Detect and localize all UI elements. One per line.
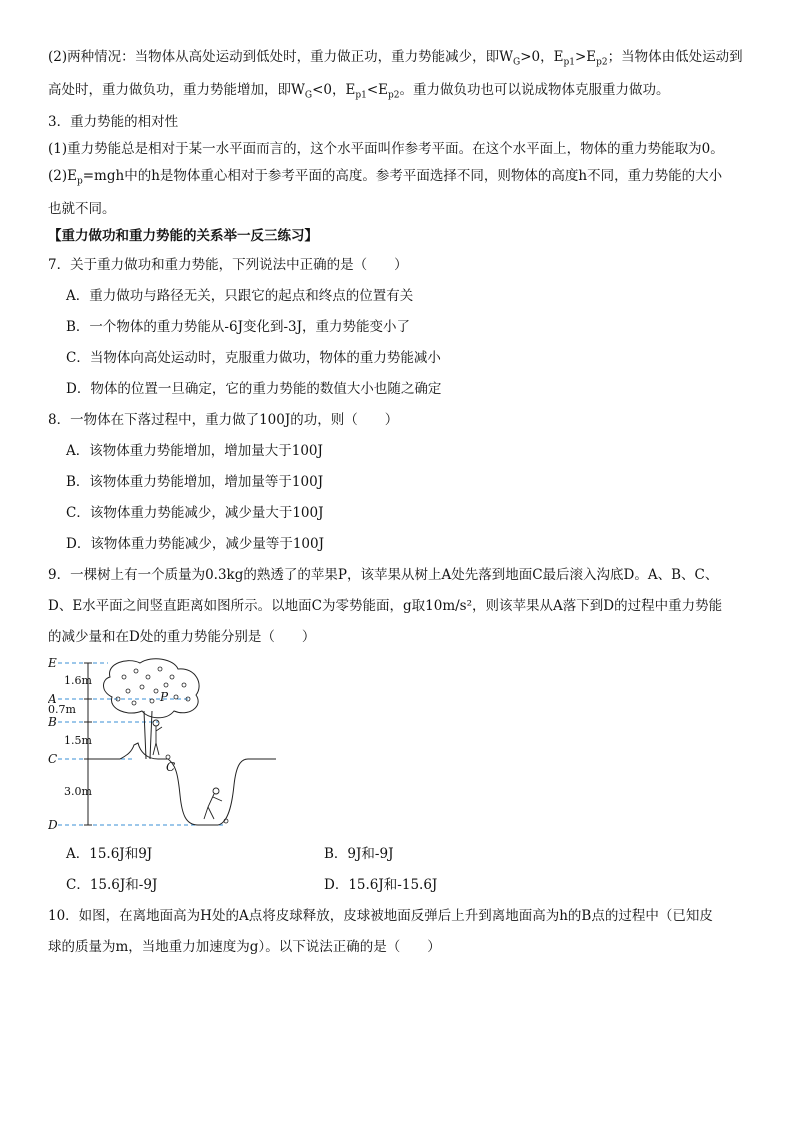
label-e: E xyxy=(48,656,57,671)
q9-options-row-2 xyxy=(48,870,748,901)
person-picking xyxy=(153,720,162,755)
tree-crown xyxy=(104,659,200,718)
q8-option-a: A．该物体重力势能增加，增加量大于100J xyxy=(66,443,323,460)
q9-option-c: C．15.6J和-9J xyxy=(66,877,158,894)
ground-profile xyxy=(92,743,276,825)
q8-option-c: C．该物体重力势能减少，减少量大于100J xyxy=(66,505,324,522)
distance-ab: 0.7m xyxy=(48,703,76,717)
apple-on-ground xyxy=(166,755,170,759)
label-a: A xyxy=(48,692,57,707)
q7-option-d: D．物体的位置一旦确定，它的重力势能的数值大小也随之确定 xyxy=(66,381,442,398)
document-page xyxy=(48,44,748,963)
section-3-title: 3．重力势能的相对性 xyxy=(48,114,179,131)
q10-stem-1: 10．如图，在离地面高为H处的A点将皮球释放，皮球被地面反弹后上升到离地面高为h的B点的过程中（已知皮 xyxy=(48,908,713,925)
q9-options-row-1 xyxy=(48,839,748,870)
q9-option-a: A．15.6J和9J xyxy=(66,846,153,863)
section-3-item-2-cont: 也就不同。 xyxy=(48,201,116,218)
q9-stem-1: 9．一棵树上有一个质量为0.3kg的熟透了的苹果P，该苹果从树上A处先落到地面C最后滚入沟底D。A、B、C、 xyxy=(48,567,719,584)
q7-option-c: C．当物体向高处运动时，克服重力做功，物体的重力势能减小 xyxy=(66,350,441,367)
apple-tree-diagram xyxy=(48,655,278,835)
q7-stem: 7．关于重力做功和重力势能，下列说法中正确的是（ ） xyxy=(48,257,408,274)
q7-option-a: A．重力做功与路径无关，只跟它的起点和终点的位置有关 xyxy=(66,288,414,305)
person-in-ditch xyxy=(204,788,222,819)
label-b: B xyxy=(48,715,57,730)
q9-option-b: B．9J和-9J xyxy=(324,846,394,863)
q9-option-d: D．15.6J和-15.6J xyxy=(324,877,438,894)
section-3-item-2: $(2)E_p=mgh$中的h是物体重心相对于参考平面的高度。参考平面选择不同，则物体的高度h不同，重力势能的大小 xyxy=(48,168,723,188)
distance-cd: 3.0m xyxy=(64,785,92,799)
q7-option-b: B．一个物体的重力势能从-6J变化到-3J，重力势能变小了 xyxy=(66,319,411,336)
distance-bc: 1.5m xyxy=(64,734,92,748)
intro-line-2: 高处时，重力做负功，重力势能增加，即$W_G<0$，$E_{p1}<E_{p2}$。重力做负功也可以说成物体克服重力做功。 xyxy=(48,81,670,101)
q8-stem: 8．一物体在下落过程中，重力做了100J的功，则（ ） xyxy=(48,412,399,429)
section-3-item-1: (1)重力势能总是相对于某一水平面而言的，这个水平面叫作参考平面。在这个水平面上，物体的重力势能取为0。 xyxy=(48,141,724,158)
label-d: D xyxy=(48,818,58,833)
q9-figure xyxy=(48,655,278,835)
label-c-ground: C xyxy=(166,760,176,775)
label-c: C xyxy=(48,752,58,767)
label-p: P xyxy=(160,690,169,705)
q9-stem-2: D、E水平面之间竖直距离如图所示。以地面C为零势能面，g取10m/s²，则该苹果从A落下到D的过程中重力势能 xyxy=(48,598,723,615)
distance-ea: 1.6m xyxy=(64,674,92,688)
q8-option-d: D．该物体重力势能减少，减少量等于100J xyxy=(66,536,325,553)
practice-title: 【重力做功和重力势能的关系举一反三练习】 xyxy=(48,228,318,245)
q8-option-b: B．该物体重力势能增加，增加量等于100J xyxy=(66,474,324,491)
q9-stem-3: 的减少量和在D处的重力势能分别是（ ） xyxy=(48,629,316,646)
tree-trunk xyxy=(144,711,152,759)
q10-stem-2: 球的质量为m，当地重力加速度为g）。以下说法正确的是（ ） xyxy=(48,939,441,956)
intro-line-1: (2)两种情况：当物体从高处运动到低处时，重力做正功，重力势能减少，即$W_G>0$，$E_{p1}>E_{p2}$；当物体由低处运动到 xyxy=(48,49,743,68)
